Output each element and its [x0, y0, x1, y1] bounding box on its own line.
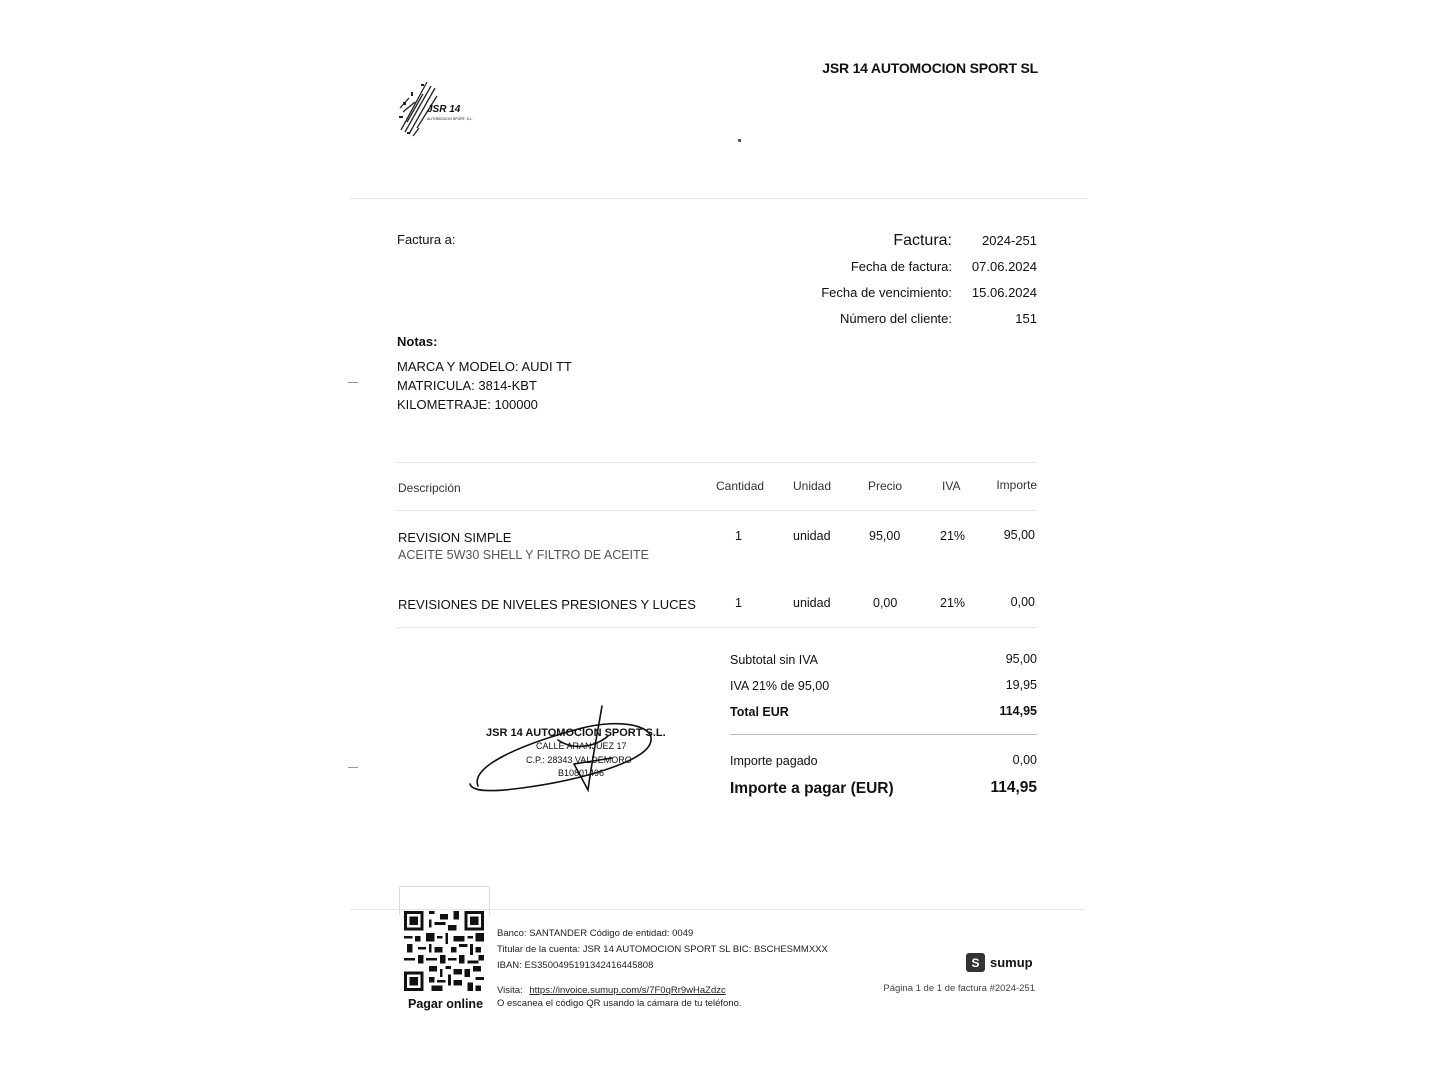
invoice-number-label: Factura:	[893, 232, 952, 249]
col-header-vat: IVA	[942, 479, 961, 493]
row-price: 95,00	[869, 529, 901, 543]
invoice-date-label: Fecha de factura:	[850, 259, 952, 274]
row-detail: ACEITE 5W30 SHELL Y FILTRO DE ACEITE	[398, 548, 650, 562]
payment-qr-code-icon[interactable]	[404, 911, 484, 991]
row-description: REVISIONES DE NIVELES PRESIONES Y LUCES	[398, 597, 696, 612]
due-date-label: Fecha de vencimiento:	[821, 285, 952, 300]
due-date-value: 15.06.2024	[971, 285, 1037, 300]
svg-text:JSR 14 AUTOMOCION SPORT S.L.: JSR 14 AUTOMOCION SPORT S.L.	[486, 727, 666, 739]
fold-mark	[348, 767, 358, 768]
account-holder-info: Titular de la cuenta: JSR 14 AUTOMOCION SPORT SL BIC: BSCHESMMXXX	[497, 944, 828, 955]
amount-due-label: Importe a pagar (EUR)	[730, 780, 894, 797]
invoice-number-value: 2024-251	[982, 233, 1037, 248]
row-quantity: 1	[735, 596, 742, 610]
svg-text:JSR 14: JSR 14	[427, 104, 461, 115]
paid-label: Importe pagado	[730, 754, 818, 768]
fold-mark	[348, 382, 358, 383]
col-header-amount: Importe	[996, 478, 1037, 492]
note-line: MARCA Y MODELO: AUDI TT	[397, 359, 572, 374]
table-top-divider	[397, 462, 1037, 463]
col-header-price: Precio	[868, 479, 903, 493]
notes-title: Notas:	[397, 334, 438, 349]
subtotal-value: 95,00	[1005, 652, 1037, 666]
row-amount: 0,00	[1010, 595, 1035, 609]
row-quantity: 1	[735, 529, 742, 543]
row-unit: unidad	[793, 596, 831, 610]
page-info: Página 1 de 1 de factura #2024-251	[883, 983, 1035, 994]
invoice-date-value: 07.06.2024	[971, 259, 1037, 274]
company-stamp	[462, 700, 692, 800]
note-line: KILOMETRAJE: 100000	[397, 397, 538, 412]
company-logo	[397, 72, 489, 142]
table-header-divider	[397, 510, 1037, 511]
iban-info: IBAN: ES3500495191342416445808	[497, 960, 654, 971]
company-name: JSR 14 AUTOMOCION SPORT SL	[822, 60, 1038, 76]
sumup-logo-icon: S	[966, 953, 985, 972]
total-label: Total EUR	[730, 705, 789, 719]
scan-instructions: O escanea el código QR usando la cámara de tu teléfono.	[497, 998, 742, 1009]
pay-online-link[interactable]: Pagar online	[408, 997, 484, 1011]
sumup-brand	[966, 953, 1033, 972]
row-amount: 95,00	[1003, 528, 1035, 542]
subtotal-label: Subtotal sin IVA	[730, 653, 819, 667]
table-bottom-divider	[397, 627, 1037, 628]
customer-number-label: Número del cliente:	[840, 311, 952, 326]
svg-text:B10801496: B10801496	[558, 768, 605, 778]
row-unit: unidad	[793, 529, 831, 543]
col-header-description: Descripción	[398, 481, 461, 495]
row-vat: 21%	[940, 529, 966, 543]
scan-speck	[738, 139, 741, 142]
svg-text:AUTOMOCION SPORT, S.L.: AUTOMOCION SPORT, S.L.	[427, 117, 473, 121]
bill-to-label: Factura a:	[397, 232, 456, 247]
sumup-brand-name: sumup	[990, 955, 1033, 970]
footer-divider	[350, 909, 1085, 910]
vat-value: 19,95	[1005, 678, 1037, 692]
row-vat: 21%	[940, 596, 966, 610]
amount-due-value: 114,95	[990, 779, 1037, 796]
invoice-link[interactable]: https://invoice.sumup.com/s/7F0qRr9wHaZdzc	[529, 985, 726, 996]
visit-label: Visita:	[497, 985, 523, 996]
col-header-unit: Unidad	[793, 479, 832, 493]
total-value: 114,95	[999, 704, 1037, 718]
svg-text:C.P.: 28343 VALDEMORO: C.P.: 28343 VALDEMORO	[526, 755, 632, 765]
row-description: REVISION SIMPLE	[398, 530, 512, 545]
col-header-quantity: Cantidad	[716, 479, 765, 493]
vat-label: IVA 21% de 95,00	[730, 679, 830, 693]
note-line: MATRICULA: 3814-KBT	[397, 378, 537, 393]
row-price: 0,00	[873, 596, 898, 610]
totals-divider	[730, 734, 1037, 735]
svg-text:CALLE ARANJUEZ 17: CALLE ARANJUEZ 17	[536, 741, 627, 751]
customer-number-value: 151	[1015, 311, 1037, 326]
visit-line	[497, 985, 726, 996]
bank-info: Banco: SANTANDER Código de entidad: 0049	[497, 928, 694, 939]
header-divider	[350, 198, 1088, 199]
paid-value: 0,00	[1012, 753, 1037, 767]
